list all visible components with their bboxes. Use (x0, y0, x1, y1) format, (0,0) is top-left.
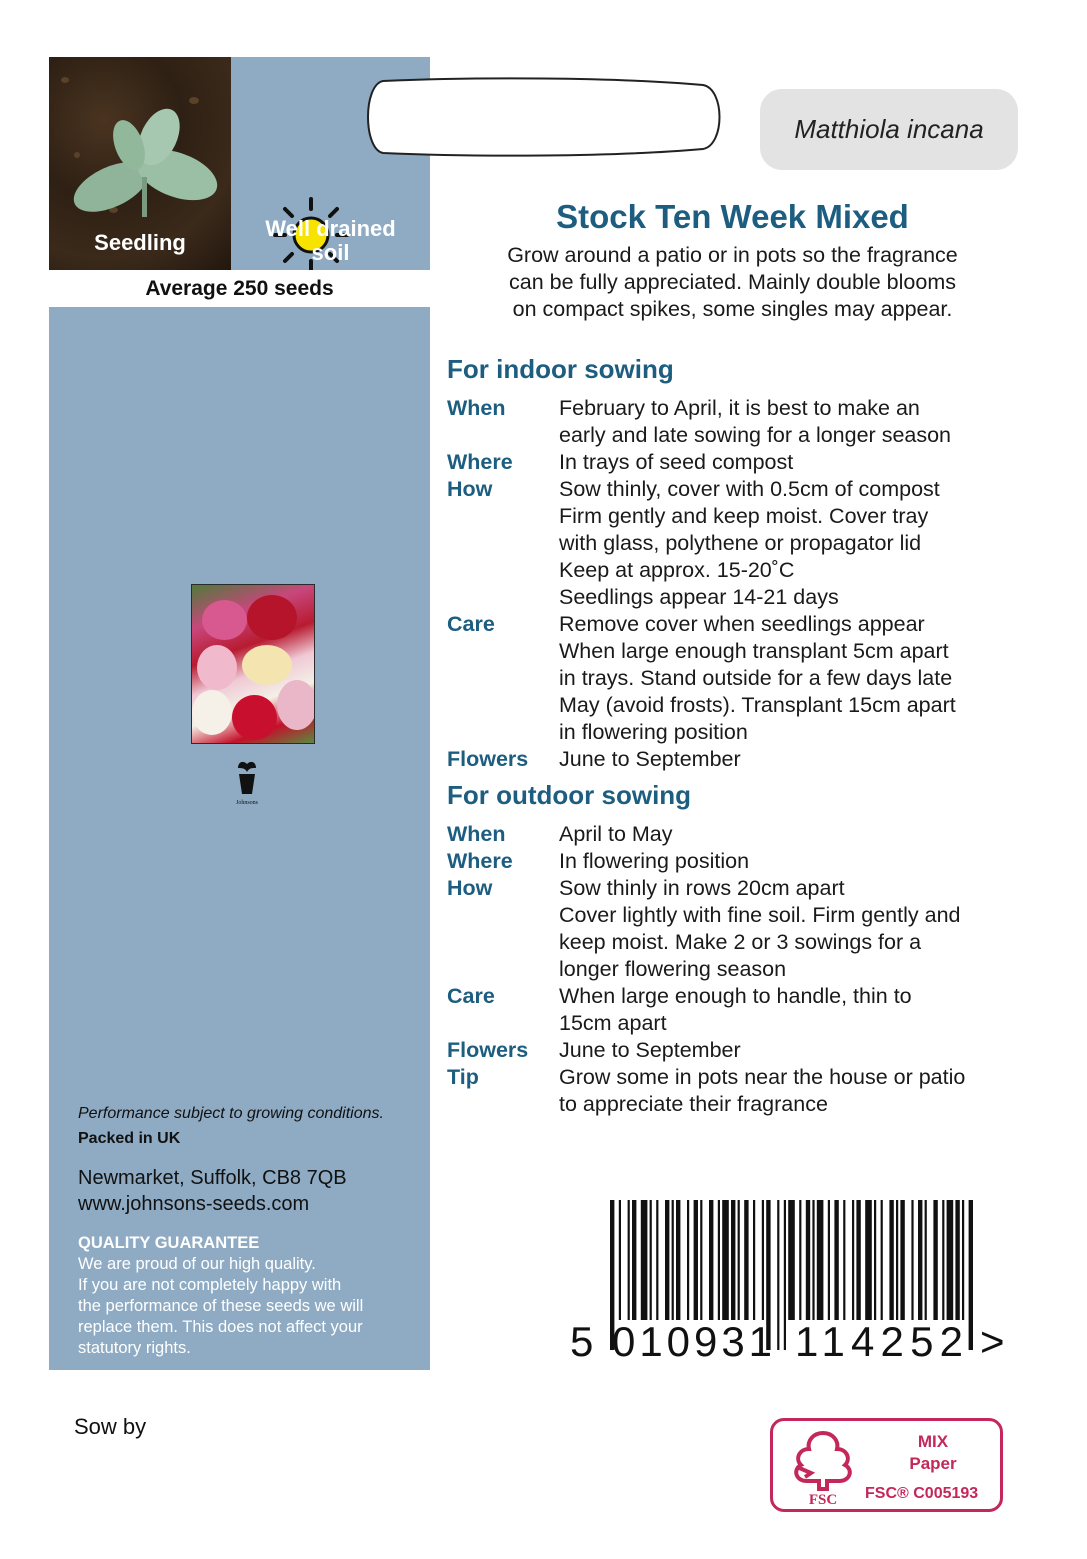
barcode-bar (947, 1200, 954, 1320)
instruction-row (447, 848, 1027, 875)
barcode-bar (753, 1200, 755, 1320)
instruction-value (559, 476, 1027, 611)
fsc-logo-text: FSC (808, 1492, 838, 1507)
barcode-bar (718, 1200, 720, 1320)
barcode-bar (709, 1200, 713, 1320)
outdoor-instructions (447, 821, 1027, 1118)
instruction-value (559, 611, 1027, 746)
instruction-key: How (447, 477, 493, 501)
barcode-bar (731, 1200, 735, 1320)
instruction-value (559, 1037, 1027, 1064)
barcode-bar (843, 1200, 845, 1320)
instruction-line: Firm gently and keep moist. Cover tray (559, 504, 929, 528)
barcode-bar (874, 1200, 876, 1320)
intro-line: can be fully appreciated. Mainly double blooms (509, 270, 956, 294)
fsc-paper: Paper (909, 1454, 957, 1473)
barcode-bar (738, 1200, 740, 1320)
barcode-bar (777, 1200, 779, 1350)
instruction-line: early and late sowing for a longer season (559, 423, 952, 447)
barcode-bar (896, 1200, 898, 1320)
seedling-icon (49, 57, 231, 270)
barcode-bar (687, 1200, 689, 1320)
indoor-instructions (447, 395, 1027, 773)
barcode-group1: 010931 (612, 1318, 772, 1365)
instruction-row (447, 476, 1027, 611)
barcode-bar (799, 1200, 801, 1320)
barcode-bar (969, 1200, 973, 1350)
barcode-bar (788, 1200, 795, 1320)
quality-line: We are proud of our high quality. (78, 1255, 316, 1273)
instruction-row (447, 875, 1027, 983)
johnsons-logo-icon (232, 760, 262, 808)
indoor-heading: For indoor sowing (447, 354, 674, 384)
instruction-key: Care (447, 984, 495, 1008)
instruction-key: Flowers (447, 747, 529, 771)
logo-text: Johnsons (235, 800, 259, 806)
instruction-row (447, 611, 1027, 746)
instruction-value (559, 983, 1027, 1037)
instruction-line: in flowering position (559, 720, 748, 744)
instruction-line: Cover lightly with fine soil. Firm gently and (559, 903, 961, 927)
instruction-key: Care (447, 612, 495, 636)
barcode-group2: 114252 (795, 1318, 963, 1365)
instruction-line: February to April, it is best to make an (559, 396, 920, 420)
soil-label-line1: Well drained (265, 216, 396, 241)
instruction-key: When (447, 822, 506, 846)
instruction-row (447, 395, 1027, 449)
barcode-bar (925, 1200, 927, 1320)
fsc-tree-icon (783, 1427, 863, 1507)
barcode-bar (817, 1200, 824, 1320)
instruction-line: When large enough to handle, thin to (559, 984, 912, 1008)
intro-line: Grow around a patio or in pots so the fragrance (507, 243, 958, 267)
instruction-value (559, 821, 1027, 848)
instruction-key: When (447, 396, 506, 420)
instruction-row (447, 1064, 1027, 1118)
barcode-end-mark: > (980, 1318, 1005, 1365)
seedling-label: Seedling (94, 230, 186, 255)
barcode-bar (641, 1200, 648, 1320)
barcode-bar (881, 1200, 883, 1320)
address-block (78, 1165, 423, 1217)
instruction-key: How (447, 876, 493, 900)
barcode-bar (942, 1200, 944, 1320)
packed-in: Packed in UK (78, 1130, 181, 1147)
instruction-key: Flowers (447, 1038, 529, 1062)
fsc-code: FSC® C005193 (865, 1485, 979, 1502)
latin-name: Matthiola incana (760, 89, 1018, 170)
instruction-value (559, 875, 1027, 983)
instruction-line: In flowering position (559, 849, 750, 873)
product-title: Stock Ten Week Mixed (556, 198, 909, 235)
barcode-bar (762, 1200, 764, 1320)
barcode (570, 1196, 1010, 1366)
website: www.johnsons-seeds.com (78, 1193, 310, 1215)
instruction-line: to appreciate their fragrance (559, 1092, 828, 1116)
barcode-bar (962, 1200, 964, 1320)
product-intro (440, 242, 1025, 323)
barcode-bar (632, 1200, 636, 1320)
hang-hole-cutout (363, 77, 725, 157)
quality-title: QUALITY GUARANTEE (78, 1234, 260, 1252)
barcode-bar (656, 1200, 658, 1320)
quality-line: statutory rights. (78, 1339, 191, 1357)
instruction-line: Remove cover when seedlings appear (559, 612, 925, 636)
barcode-bar (628, 1200, 630, 1320)
instruction-line: June to September (559, 1038, 741, 1062)
instruction-value (559, 848, 1027, 875)
barcode-bar (911, 1200, 913, 1320)
quality-line: the performance of these seeds we will (78, 1297, 364, 1315)
fsc-mix-block (873, 1431, 993, 1475)
instruction-line: Keep at approx. 15-20˚C (559, 558, 795, 582)
instruction-row (447, 983, 1027, 1037)
intro-line: on compact spikes, some singles may appear. (512, 297, 953, 321)
instruction-line: Sow thinly, cover with 0.5cm of compost (559, 477, 940, 501)
instruction-line: June to September (559, 747, 741, 771)
barcode-bar (834, 1200, 838, 1320)
barcode-bar (828, 1200, 830, 1320)
fsc-mix: MIX (917, 1432, 949, 1451)
sow-by-label: Sow by (74, 1414, 147, 1439)
instruction-line: with glass, polythene or propagator lid (559, 531, 922, 555)
barcode-bar (650, 1200, 652, 1320)
instruction-line: keep moist. Make 2 or 3 sowings for a (559, 930, 922, 954)
instruction-line: in trays. Stand outside for a few days late (559, 666, 953, 690)
fsc-badge (770, 1418, 1003, 1512)
barcode-bar (676, 1200, 680, 1320)
barcode-bar (672, 1200, 674, 1320)
address: Newmarket, Suffolk, CB8 7QB (78, 1167, 347, 1189)
soil-label (231, 217, 430, 265)
instruction-row (447, 746, 1027, 773)
barcode-bar (812, 1200, 814, 1320)
instruction-line: 15cm apart (559, 1011, 667, 1035)
barcode-bar (665, 1200, 669, 1320)
performance-note: Performance subject to growing conditions. (78, 1105, 384, 1122)
barcode-bar (619, 1200, 621, 1320)
instruction-key: Tip (447, 1065, 479, 1089)
soil-label-line2: soil (311, 240, 350, 265)
flower-photo (191, 584, 315, 744)
barcode-bar (744, 1200, 748, 1320)
instruction-row (447, 449, 1027, 476)
instruction-value (559, 746, 1027, 773)
instruction-value (559, 449, 1027, 476)
barcode-bar (806, 1200, 810, 1320)
barcode-bar (889, 1200, 893, 1320)
barcode-bar (856, 1200, 860, 1320)
seed-count: Average 250 seeds (49, 270, 430, 307)
instruction-line: April to May (559, 822, 673, 846)
instruction-value (559, 1064, 1027, 1118)
barcode-bar (784, 1200, 786, 1350)
instruction-line: Seedlings appear 14-21 days (559, 585, 839, 609)
barcode-bar (700, 1200, 702, 1320)
instruction-row (447, 1037, 1027, 1064)
barcode-bar (865, 1200, 872, 1320)
instruction-value (559, 395, 1027, 449)
barcode-bar (852, 1200, 854, 1320)
barcode-bar (900, 1200, 904, 1320)
instruction-line: Grow some in pots near the house or patio (559, 1065, 966, 1089)
instruction-line: longer flowering season (559, 957, 787, 981)
instruction-row (447, 821, 1027, 848)
instruction-key: Where (447, 450, 513, 474)
quality-line: replace them. This does not affect your (78, 1318, 363, 1336)
instruction-line: May (avoid frosts). Transplant 15cm apart (559, 693, 956, 717)
instruction-line: When large enough transplant 5cm apart (559, 639, 949, 663)
quality-line: If you are not completely happy with (78, 1276, 342, 1294)
barcode-bar (694, 1200, 698, 1320)
barcode-bar (918, 1200, 922, 1320)
barcode-bar (722, 1200, 729, 1320)
instruction-key: Where (447, 849, 513, 873)
instruction-line: Sow thinly in rows 20cm apart (559, 876, 845, 900)
quality-guarantee (78, 1233, 423, 1359)
outdoor-heading: For outdoor sowing (447, 780, 692, 810)
instruction-line: In trays of seed compost (559, 450, 794, 474)
barcode-bar (933, 1200, 937, 1320)
barcode-first-digit: 5 (570, 1318, 594, 1365)
barcode-bar (955, 1200, 959, 1320)
